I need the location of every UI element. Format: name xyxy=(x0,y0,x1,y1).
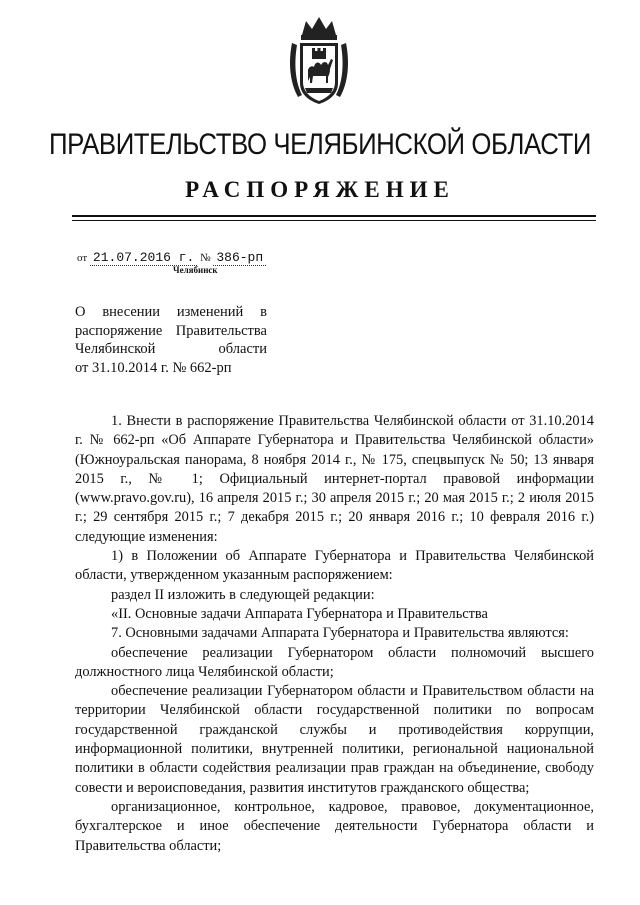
header-rule xyxy=(72,215,596,217)
document-type-heading: РАСПОРЯЖЕНИЕ xyxy=(185,177,455,202)
body-paragraph: 1. Внести в распоряжение Правительства Челябинской области от 31.10.2014 г. № 662-рп «Об Аппарате Губернатора и Правительства Челябинской области» (Южноуральская панорама, 8 ноября 2014 г., № 175, спецвыпуск № 50; 13 января 2015 г., № 1; Официальный интернет-портал правовой информации (www.pravo.gov.ru), 16 апреля 2015 г.; 30 апреля 2015 г.; 20 мая 2015 г.; 2 июля 2015 г.; 29 сентября 2015 г.; 7 декабря 2015 г.; 20 января 2016 г.; 10 февраля 2016 г.) следующие изменения: xyxy=(75,413,594,545)
date-prefix: от xyxy=(77,252,88,264)
header-rule-thin xyxy=(72,220,596,221)
coat-of-arms-icon xyxy=(288,13,350,107)
body-paragraph: 1) в Положении об Аппарате Губернатора и Правительства Челябинской области, утвержденном указанным распоряжением: xyxy=(75,548,594,584)
document-date: 21.07.2016 г. xyxy=(90,250,197,266)
body-paragraph: обеспечение реализации Губернатором области и Правительством области на территории Челябинской области государственной политики по вопросам государственной гражданской службы и противодействия коррупции, информационной политики, внутренней политики, региональной национальной политики в области содействия реализации прав граждан на объединение, свободу совести и вероисповедания, развития институтов гражданского общества; xyxy=(75,683,594,796)
document-number: 386-рп xyxy=(213,250,266,266)
city-label: Челябинск xyxy=(173,265,218,275)
government-title: ПРАВИТЕЛЬСТВО ЧЕЛЯБИНСКОЙ ОБЛАСТИ xyxy=(48,128,592,161)
body-paragraph: «II. Основные задачи Аппарата Губернатора и Правительства xyxy=(111,605,488,622)
subject-line: от 31.10.2014 г. № 662-рп xyxy=(75,359,232,376)
subject-line: Челябинской области xyxy=(75,341,267,357)
date-number-line xyxy=(77,250,266,265)
body-paragraph: 7. Основными задачами Аппарата Губернатора и Правительства являются: xyxy=(111,625,569,642)
subject-line: О внесении изменений в xyxy=(75,304,267,320)
document-subject xyxy=(75,303,267,377)
body-paragraph: организационное, контрольное, кадровое, правовое, документационное, бухгалтерское и иное обеспечение деятельности Губернатора области и Правительства области; xyxy=(75,798,594,854)
body-paragraph: раздел II изложить в следующей редакции: xyxy=(111,586,375,603)
subject-line: распоряжение Правительства xyxy=(75,322,267,339)
number-prefix: № xyxy=(200,252,211,264)
document-body xyxy=(75,412,594,856)
body-paragraph: обеспечение реализации Губернатором области полномочий высшего должностного лица Челябинской области; xyxy=(75,644,594,680)
